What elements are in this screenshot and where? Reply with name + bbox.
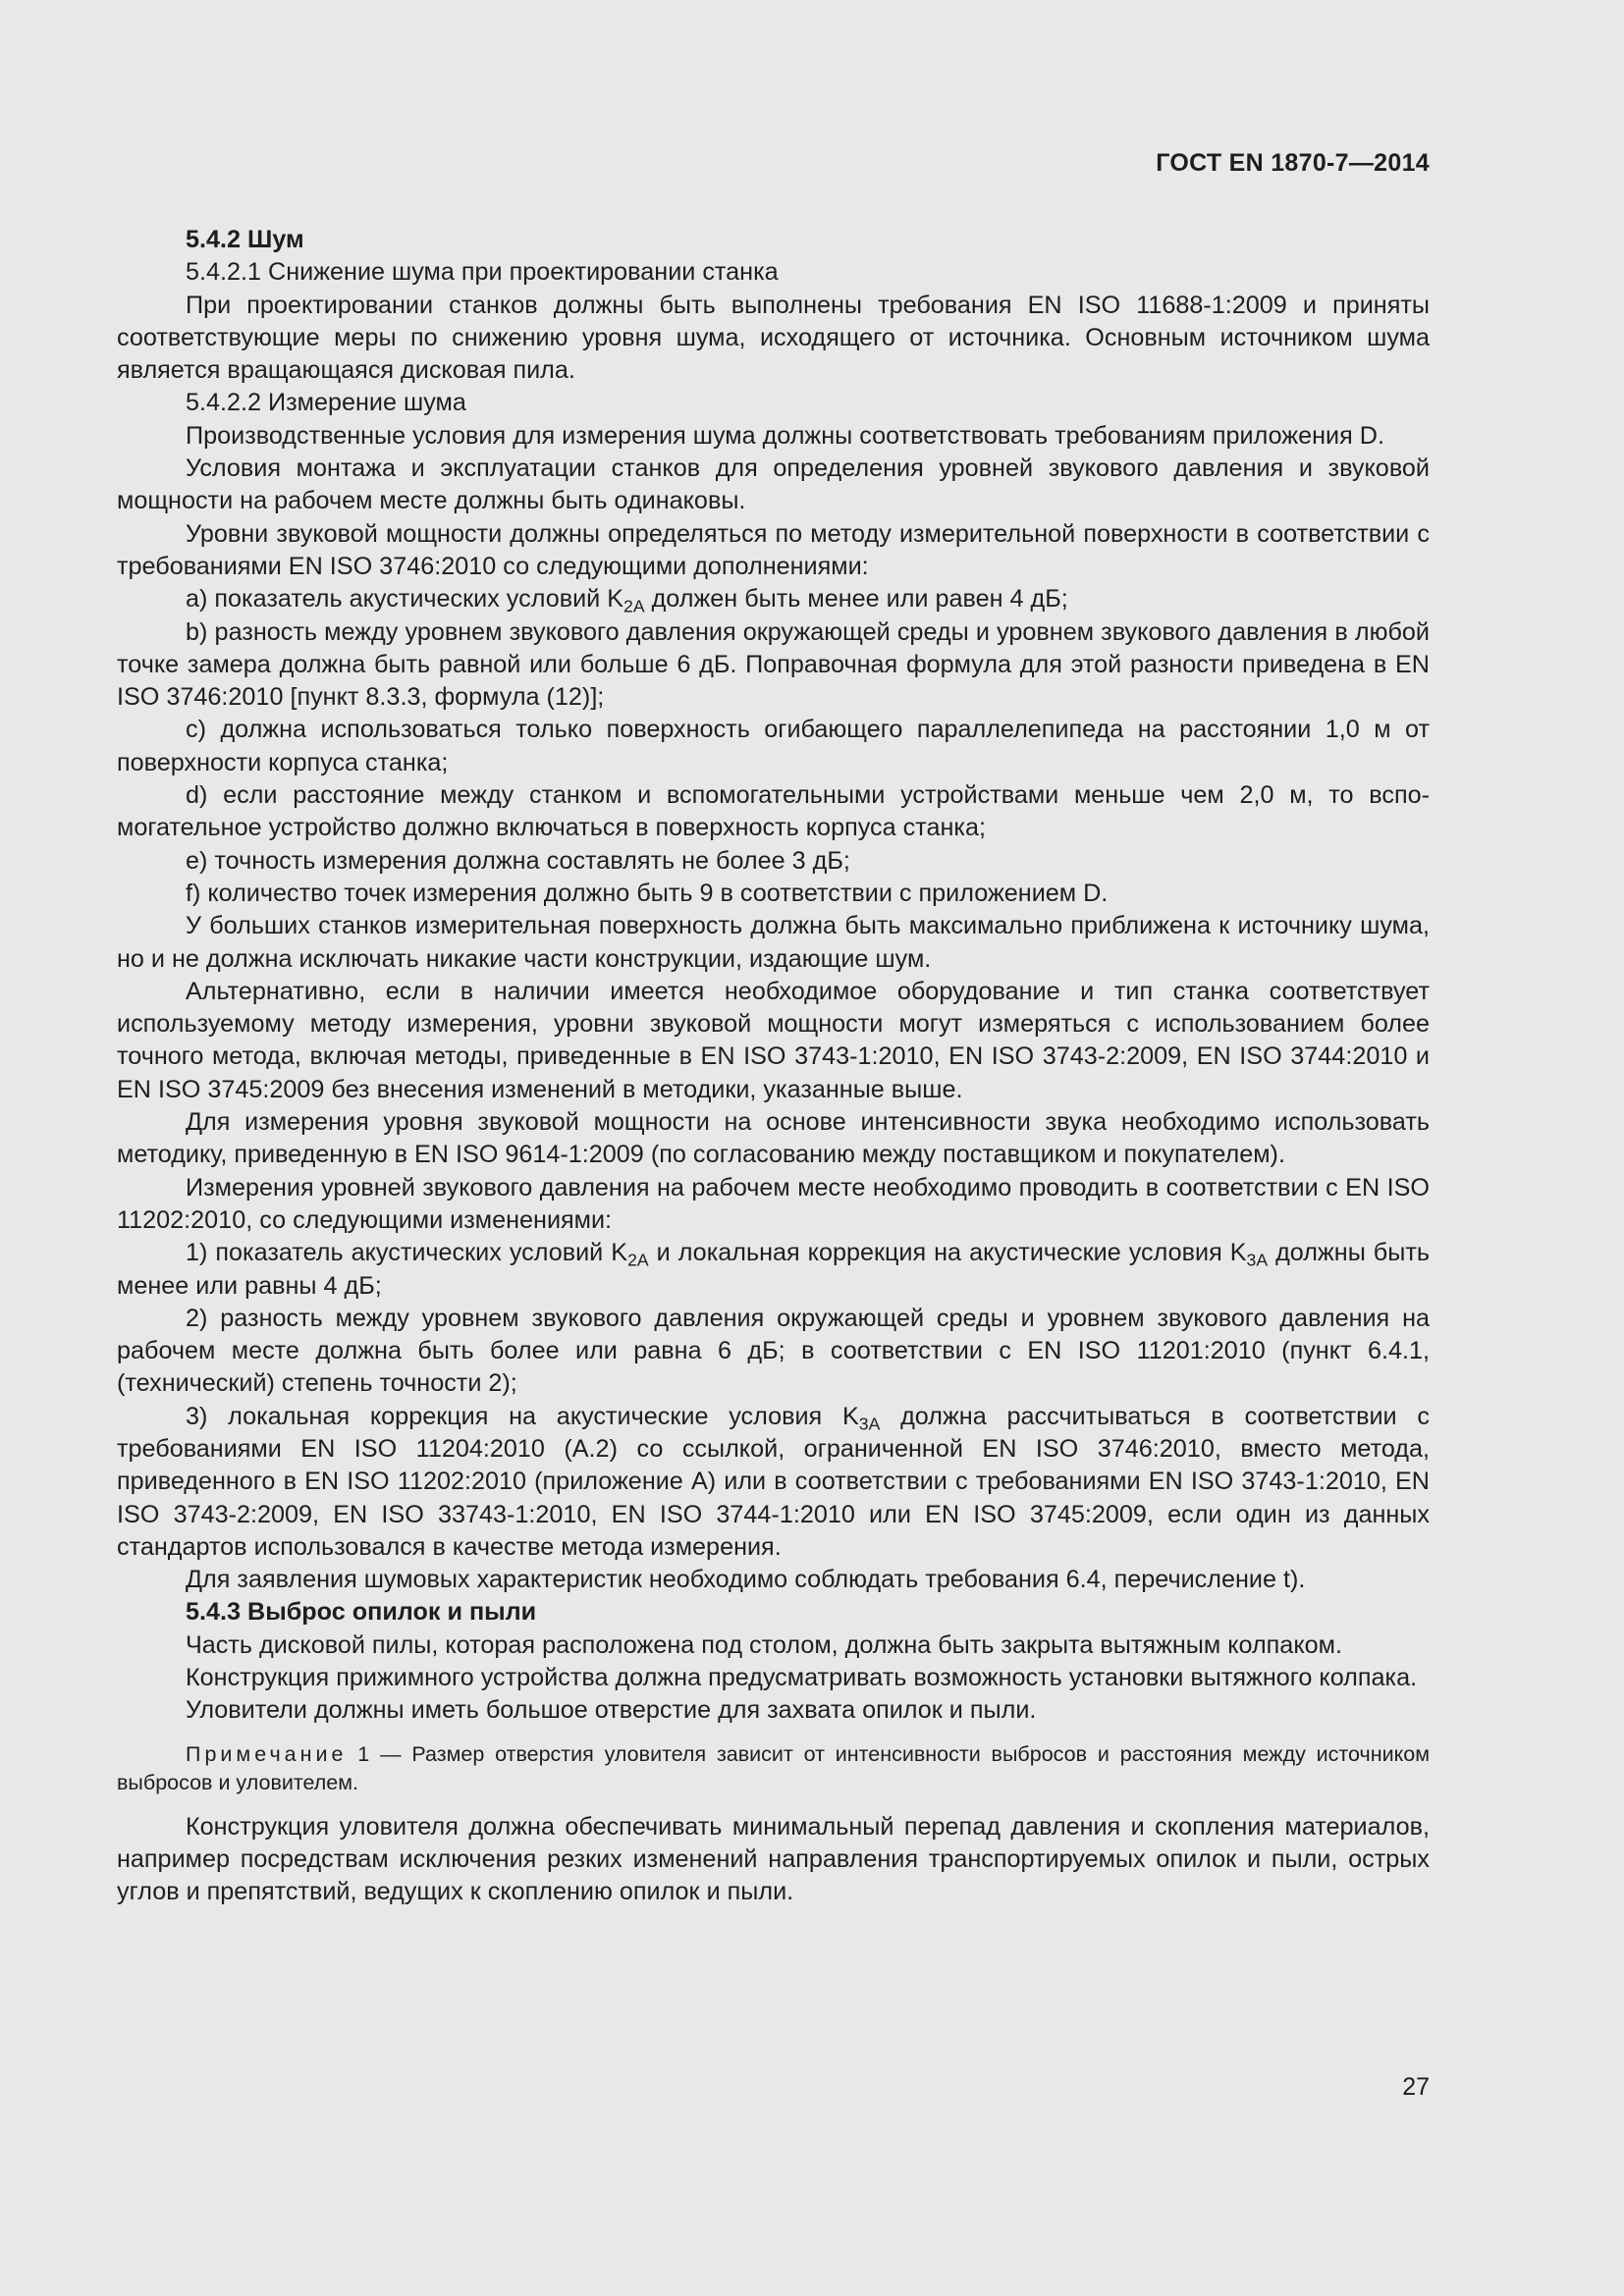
text-run: и локальная коррекция на акустические условия K [648, 1239, 1247, 1267]
paragraph: Альтернативно, если в наличии имеется необходимое оборудование и тип станка соответствует используемому методу измерения, уровни звуковой мощности могут измеряться с использованием более точного метода, включая методы, приведенные в EN ISO 3743-1:2010, EN ISO 3743-2:2009, EN ISO 3744:2010 и EN ISO 3745:2009 без внесения изменений в методики, указанные выше. [117, 977, 1430, 1103]
note [117, 1740, 1430, 1797]
paragraph: Конструкция прижимного устройства должна предусматривать возможность установки вытяжного колпака. [186, 1664, 1418, 1692]
numbered-item-3 [117, 1401, 1430, 1564]
subscript: 3A [858, 1413, 881, 1433]
paragraph: Конструкция уловителя должна обеспечивать минимальный перепад давления и скопления материалов, например посредствам исключения резких изменений направления транспортируемых опилок и пыли, острых углов и препятствий, ведущих к скоплению опилок и пыли. [117, 1812, 1430, 1906]
note-text: 1 — Размер отверстия уловителя зависит от интенсивности выбросов и расстояния между источником выбросов и уловителем. [117, 1741, 1430, 1794]
text-run: a) показатель акустических условий K [186, 585, 624, 614]
subsection-heading-5-4-2-1: 5.4.2.1 Снижение шума при проектировании станка [186, 258, 779, 287]
list-item-d: d) если расстояние между станком и вспомогательными устройствами меньше чем 2,0 м, то вспомогательное устройство должно включаться в поверхность корпуса станка; [117, 781, 1430, 842]
paragraph: Производственные условия для измерения шума должны соответствовать требованиям приложения D. [186, 421, 1384, 450]
list-item-c: c) должна использоваться только поверхность огибающего параллелепипеда на расстоянии 1,0 м от поверхности корпуса станка; [117, 716, 1430, 776]
numbered-item-1 [117, 1237, 1430, 1303]
list-item-e: e) точность измерения должна составлять не более 3 дБ; [186, 846, 850, 875]
paragraph: У больших станков измерительная поверхность должна быть максимально приближена к источнику шума, но и не должна исключать никакие части конструкции, издающие шум. [117, 912, 1430, 973]
page-body [117, 224, 1430, 1909]
text-run: должен быть менее или равен 4 дБ; [644, 585, 1068, 614]
list-item-a [117, 583, 1430, 615]
standard-header: ГОСТ EN 1870-7—2014 [1156, 149, 1430, 177]
page-number: 27 [1402, 2073, 1430, 2101]
subscript: 2A [627, 1250, 649, 1270]
text-run: должна рассчитываться в соответствии с требованиями EN ISO 11204:2010 (A.2) со ссылкой, ограниченной EN ISO 3746:2010, вместо метода, приведенного в EN ISO 11202:2010 (приложение A) или в соответствии с требованиями EN ISO 3743-1:2010, EN ISO 3743-2:2009, EN ISO 33743-1:2010, EN ISO 3744-1:2010 или EN ISO 3745:2009, если один из данных стандартов использовался в качестве метода измерения. [117, 1402, 1430, 1561]
paragraph: Измерения уровней звукового давления на рабочем месте необходимо проводить в соответствии с EN ISO 11202:2010, со следующими изменениями: [117, 1173, 1430, 1234]
list-item-b: b) разность между уровнем звукового давления окружающей среды и уровнем звукового давления в любой точке замера должна быть равной или больше 6 дБ. Поправочная формула для этой разности приведена в EN ISO 3746:2010 [пункт 8.3.3, формула (12)]; [117, 617, 1430, 712]
note-label: Примечание [186, 1741, 348, 1766]
numbered-item-2: 2) разность между уровнем звукового давления окружающей среды и уровнем звукового давления на рабочем месте должна быть более или равна 6 дБ; в соответствии с EN ISO 11201:2010 (пункт 6.4.1, (технический) степень точности 2); [117, 1304, 1430, 1398]
paragraph: Уровни звуковой мощности должны определяться по методу измерительной поверхности в соответствии с требованиями EN ISO 3746:2010 со следующими дополнениями: [117, 519, 1430, 580]
text-run: 3) локальная коррекция на акустические условия K [186, 1402, 859, 1430]
section-heading-5-4-3: 5.4.3 Выброс опилок и пыли [186, 1598, 537, 1627]
paragraph: При проектировании станков должны быть выполнены требования EN ISO 11688-1:2009 и приняты соответствующие меры по снижению уровня шума, исходящего от источника. Основным источником шума является вращающаяся дисковая пила. [117, 291, 1430, 385]
subscript: 2A [623, 596, 645, 616]
paragraph: Условия монтажа и эксплуатации станков для определения уровней звукового давления и звуковой мощности на рабочем месте должны быть одинаковы. [117, 454, 1430, 515]
paragraph: Уловители должны иметь большое отверстие для захвата опилок и пыли. [186, 1696, 1037, 1725]
list-item-f: f) количество точек измерения должно быть 9 в соответствии с приложением D. [186, 879, 1109, 907]
paragraph: Часть дисковой пилы, которая расположена под столом, должна быть закрыта вытяжным колпаком. [186, 1630, 1342, 1659]
subsection-heading-5-4-2-2: 5.4.2.2 Измерение шума [186, 389, 466, 417]
subscript: 3A [1246, 1250, 1269, 1270]
paragraph: Для измерения уровня звуковой мощности на основе интенсивности звука необходимо использовать методику, приведенную в EN ISO 9614-1:2009 (по согласованию между поставщиком и покупателем). [117, 1108, 1430, 1169]
paragraph: Для заявления шумовых характеристик необходимо соблюдать требования 6.4, перечисление t). [186, 1566, 1306, 1594]
text-run: должны быть менее или равны 4 дБ; [117, 1239, 1430, 1300]
text-run: 1) показатель акустических условий K [186, 1239, 628, 1267]
section-heading-5-4-2: 5.4.2 Шум [186, 226, 304, 253]
